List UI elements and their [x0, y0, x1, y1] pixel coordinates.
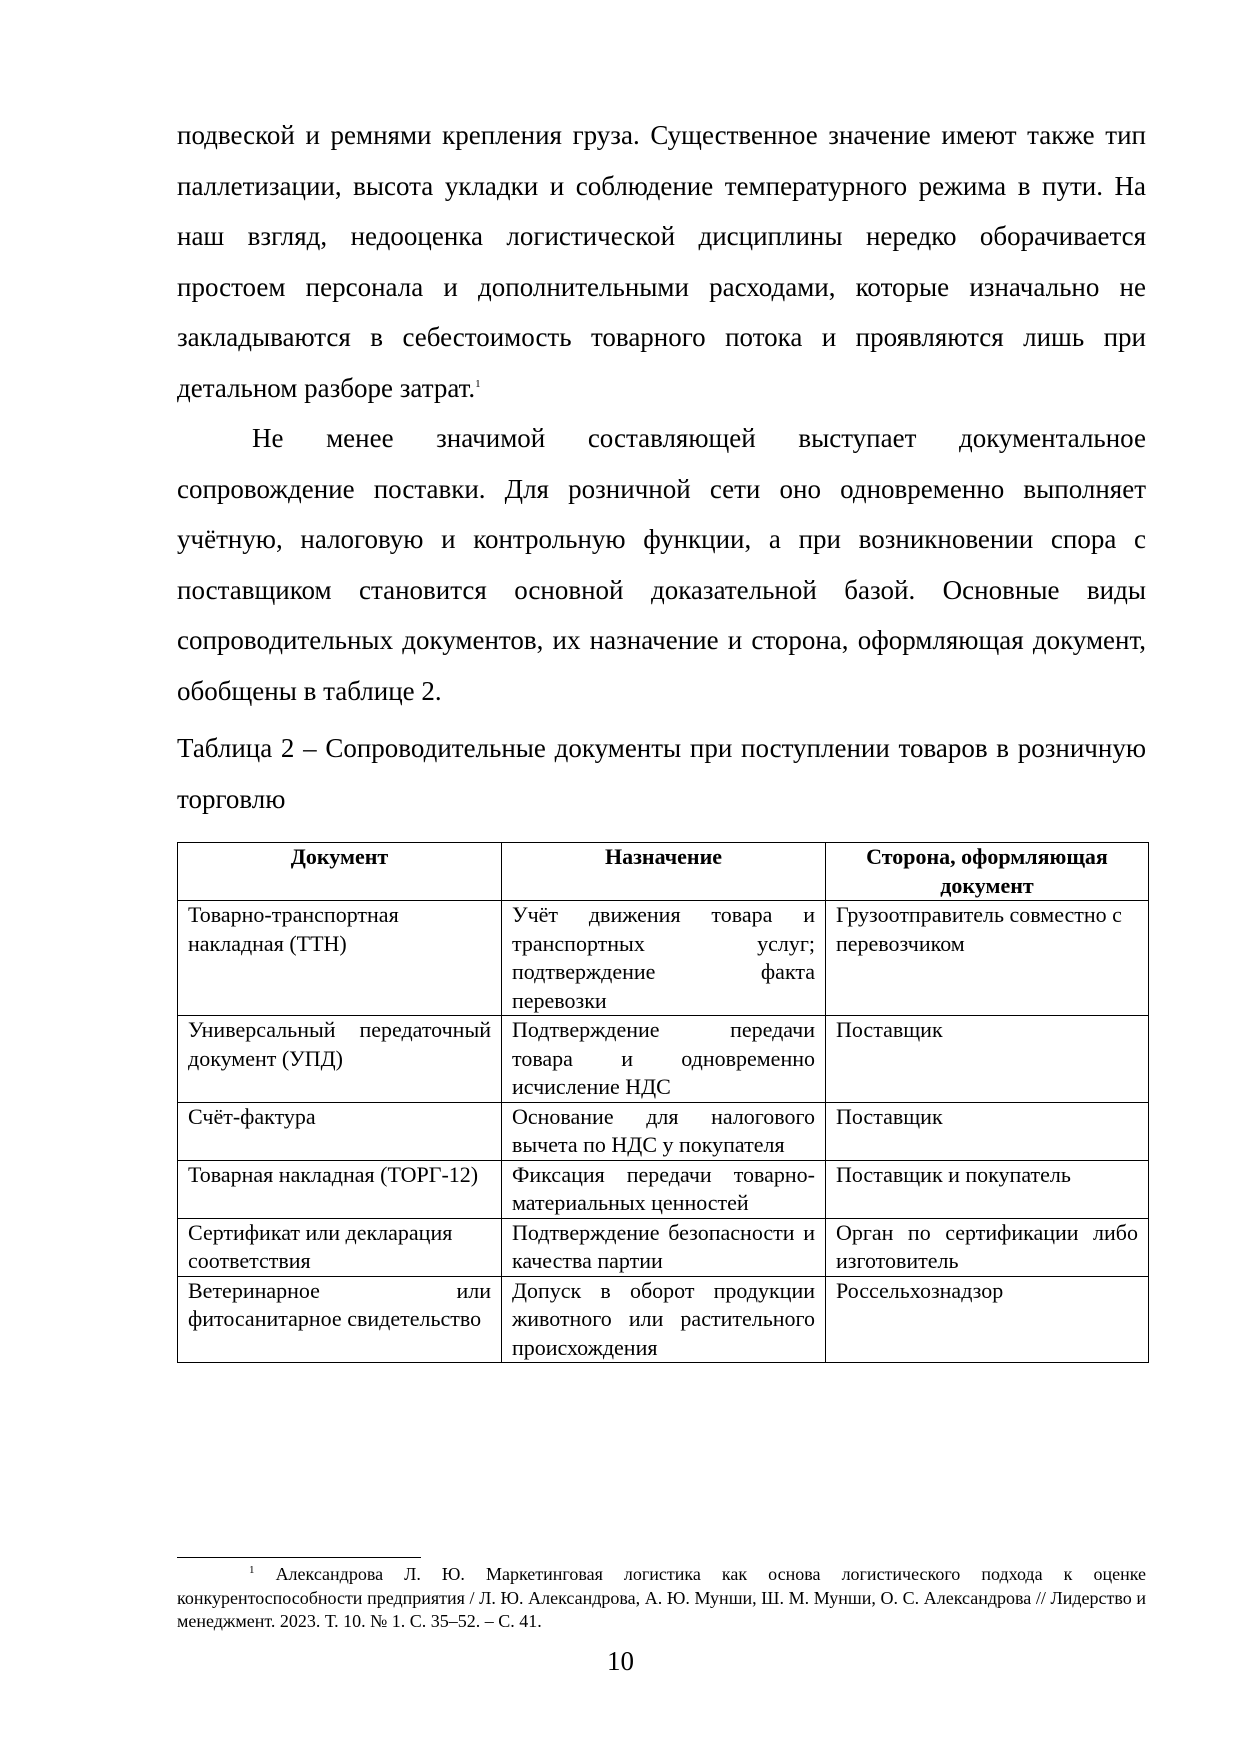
table-cell-issuing-party: Поставщик [826, 1102, 1149, 1160]
table-row [178, 1102, 1149, 1160]
table-caption: Таблица 2 – Сопроводительные документы при поступлении товаров в розничную торговлю [177, 733, 1146, 814]
footnote-reference[interactable]: 1 [475, 377, 481, 390]
table-cell-purpose: Подтверждение безопасности и качества партии [502, 1218, 826, 1276]
footnote-mark: 1 [249, 1564, 255, 1576]
footnote [177, 1563, 1146, 1634]
table-row [178, 1218, 1149, 1276]
body-paragraph [177, 110, 1146, 413]
table-cell-issuing-party: Грузоотправитель совместно с перевозчиком [826, 901, 1149, 1016]
body-paragraph: Не менее значимой составляющей выступает документальное сопровождение поставки. Для розничной сети оно одновременно выполняет учётную, налоговую и контрольную функции, а при возникновении спора с поставщиком становится основной доказательной базой. Основные виды сопроводительных документов, их назначение и сторона, оформляющая документ, обобщены в таблице 2. [177, 423, 1146, 706]
column-header-document: Документ [178, 843, 502, 901]
table-cell-issuing-party: Поставщик и покупатель [826, 1160, 1149, 1218]
table-cell-purpose: Подтверждение передачи товара и одновременно исчисление НДС [502, 1016, 826, 1103]
table-cell-purpose: Учёт движения товара и транспортных услуг; подтверждение факта перевозки [502, 901, 826, 1016]
column-header-issuing-party: Сторона, оформляющая документ [826, 843, 1149, 901]
footnote-text: Александрова Л. Ю. Маркетинговая логистика как основа логистического подхода к оценке конкурентоспособности предприятия / Л. Ю. Александрова, А. Ю. Мунши, Ш. М. Мунши, О. С. Александрова // Лидерство и менеджмент. 2023. Т. 10. № 1. С. 35–52. – С. 41. [177, 1564, 1146, 1631]
table-row [178, 901, 1149, 1016]
table-cell-document: Товарная накладная (ТОРГ-12) [178, 1160, 502, 1218]
table-cell-issuing-party: Орган по сертификации либо изготовитель [826, 1218, 1149, 1276]
table-cell-document: Сертификат или декларация соответствия [178, 1218, 502, 1276]
table-cell-purpose: Допуск в оборот продукции животного или растительного происхождения [502, 1276, 826, 1363]
table-header-row [178, 843, 1149, 901]
table-cell-issuing-party: Россельхознадзор [826, 1276, 1149, 1363]
table-cell-document: Универсальный передаточный документ (УПД) [178, 1016, 502, 1103]
table-cell-purpose: Основание для налогового вычета по НДС у покупателя [502, 1102, 826, 1160]
column-header-purpose: Назначение [502, 843, 826, 901]
documents-table [177, 842, 1149, 1363]
paragraph-text: подвеской и ремнями крепления груза. Существенное значение имеют также тип паллетизации, высота укладки и соблюдение температурного режима в пути. На наш взгляд, недооценка логистической дисциплины нередко оборачивается простоем персонала и дополнительными расходами, которые изначально не закладываются в себестоимость товарного потока и проявляются лишь при детальном разборе затрат. [177, 120, 1146, 403]
page-number: 10 [607, 1646, 634, 1676]
table-row [178, 1016, 1149, 1103]
footnote-separator [177, 1557, 421, 1558]
table-cell-document: Счёт-фактура [178, 1102, 502, 1160]
table-row [178, 1160, 1149, 1218]
table-row [178, 1276, 1149, 1363]
page-body [177, 110, 1146, 824]
table-cell-purpose: Фиксация передачи товарно-материальных ценностей [502, 1160, 826, 1218]
table-cell-document: Ветеринарное или фитосанитарное свидетельство [178, 1276, 502, 1363]
table-cell-document: Товарно-транспортная накладная (ТТН) [178, 901, 502, 1016]
table-cell-issuing-party: Поставщик [826, 1016, 1149, 1103]
